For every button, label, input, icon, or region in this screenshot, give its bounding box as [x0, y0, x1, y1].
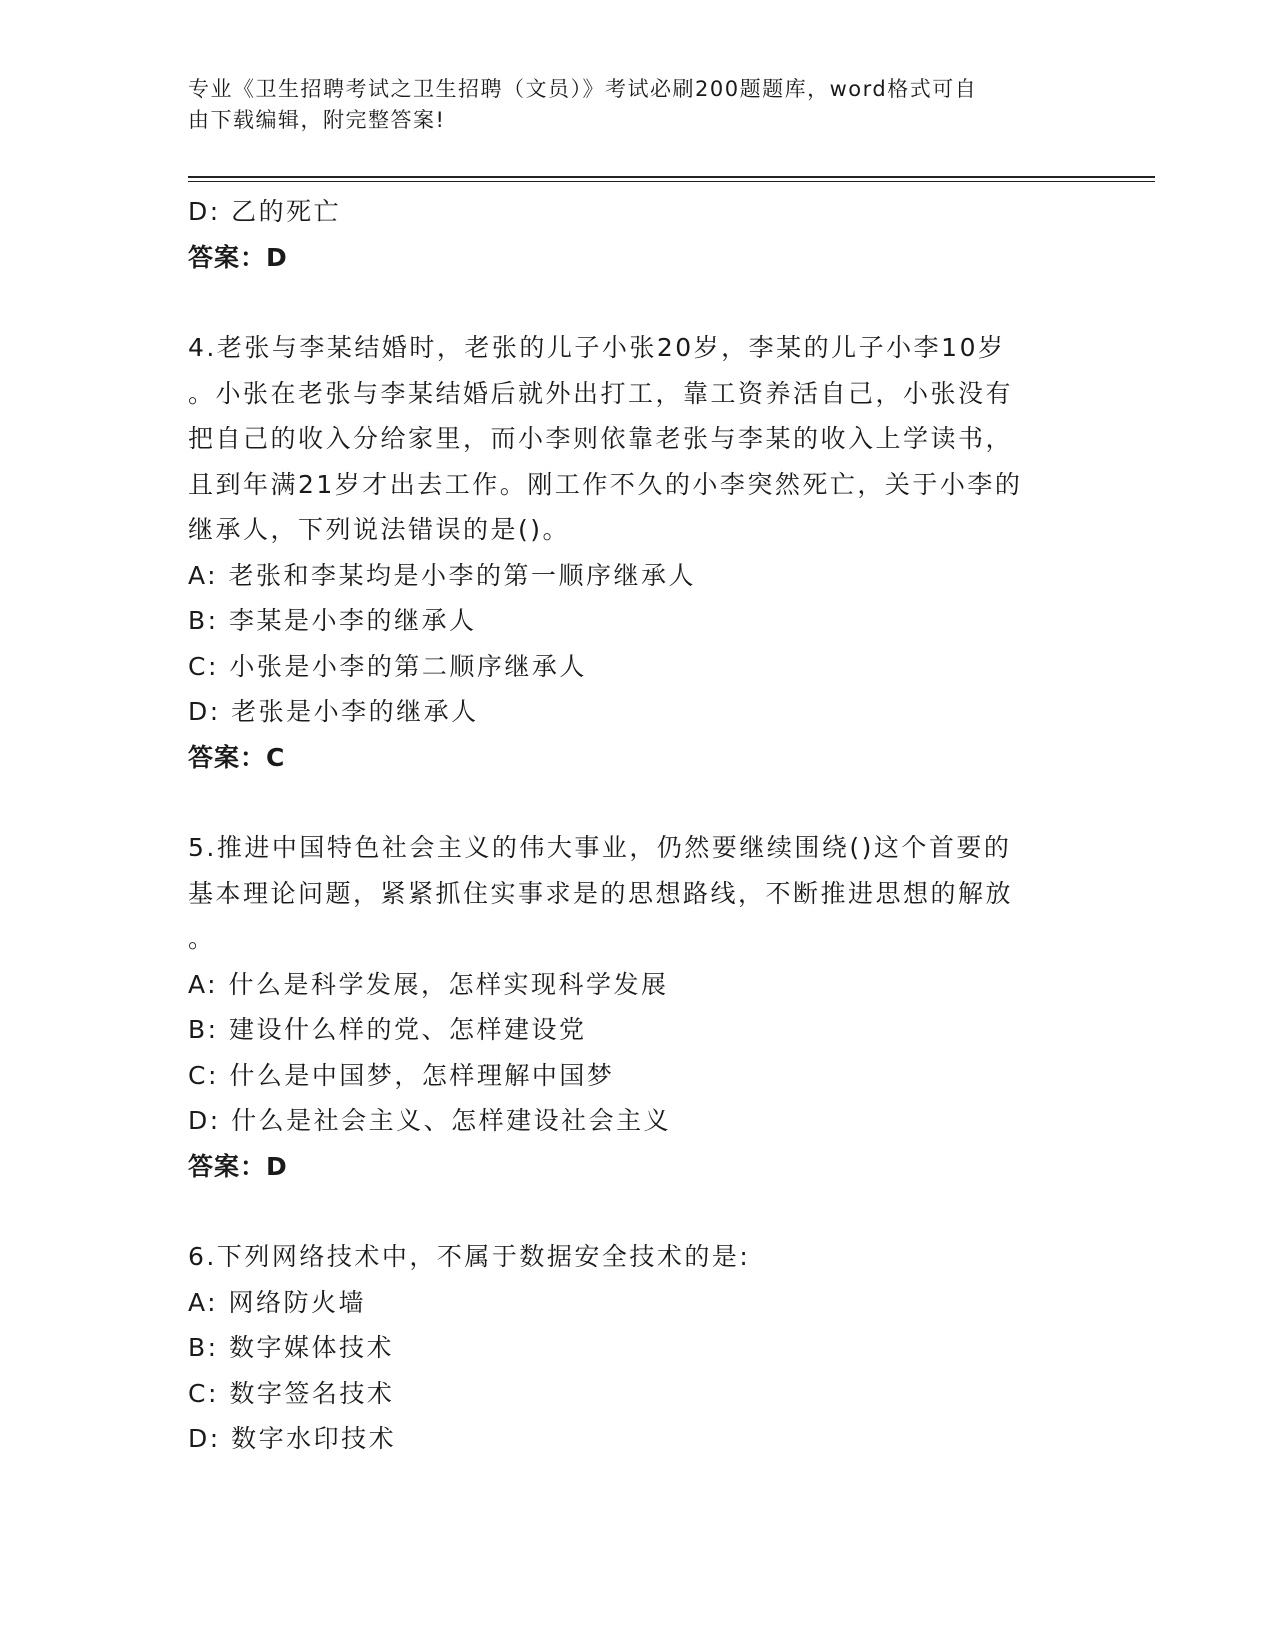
answer-line: 答案：D: [188, 1151, 288, 1181]
option-b: B: 李某是小李的继承人: [188, 606, 477, 635]
question-stem-line: 5.推进中国特色社会主义的伟大事业，仍然要继续围绕()这个首要的: [188, 833, 1012, 862]
question-stem-line: 。小张在老张与李某结婚后就外出打工，靠工资养活自己，小张没有: [188, 378, 1014, 408]
question-4: [188, 325, 1088, 780]
question-5: [188, 825, 1088, 1189]
question-stem-line: 把自己的收入分给家里，而小李则依靠老张与李某的收入上学读书，: [188, 424, 1014, 453]
question-stem-line: 。: [188, 924, 216, 953]
answer-line: 答案：C: [188, 742, 286, 772]
option-d: D: 老张是小李的继承人: [188, 697, 479, 726]
option-b: B: 建设什么样的党、怎样建设党: [188, 1015, 587, 1044]
option-a: A: 什么是科学发展，怎样实现科学发展: [188, 969, 669, 999]
question-stem-line: 且到年满21岁才出去工作。刚工作不久的小李突然死亡，关于小李的: [188, 469, 1023, 499]
question-stem-line: 4.老张与李某结婚时，老张的儿子小张20岁，李某的儿子小李10岁: [188, 333, 1006, 362]
spacer: [188, 1189, 1088, 1234]
option-a: A: 老张和李某均是小李的第一顺序继承人: [188, 560, 697, 590]
option-c: C: 数字签名技术: [188, 1378, 395, 1408]
spacer: [188, 780, 1088, 825]
header-divider-thin: [188, 181, 1155, 182]
option-d: D: 乙的死亡: [188, 197, 342, 226]
spacer: [188, 280, 1088, 325]
header-line-1: 专业《卫生招聘考试之卫生招聘（文员）》考试必刷200题题库，word格式可自: [188, 77, 978, 101]
question-stem-line: 继承人，下列说法错误的是()。: [188, 515, 571, 544]
header-line-2: 由下载编辑，附完整答案!: [188, 108, 446, 132]
answer-line: 答案：D: [188, 242, 288, 272]
option-a: A: 网络防火墙: [188, 1287, 367, 1317]
option-b: B: 数字媒体技术: [188, 1333, 395, 1362]
document-header: [188, 74, 1088, 136]
question-stem-line: 基本理论问题，紧紧抓住实事求是的思想路线，不断推进思想的解放: [188, 878, 1014, 908]
option-c: C: 小张是小李的第二顺序继承人: [188, 651, 587, 681]
option-c: C: 什么是中国梦，怎样理解中国梦: [188, 1060, 615, 1090]
question-stem-line: 6.下列网络技术中，不属于数据安全技术的是:: [188, 1242, 751, 1271]
header-divider-thick: [188, 176, 1155, 178]
question-6: [188, 1234, 1088, 1462]
option-d: D: 什么是社会主义、怎样建设社会主义: [188, 1106, 672, 1135]
document-body: [188, 189, 1088, 1462]
previous-question-tail: [188, 189, 1088, 280]
option-d: D: 数字水印技术: [188, 1424, 397, 1453]
